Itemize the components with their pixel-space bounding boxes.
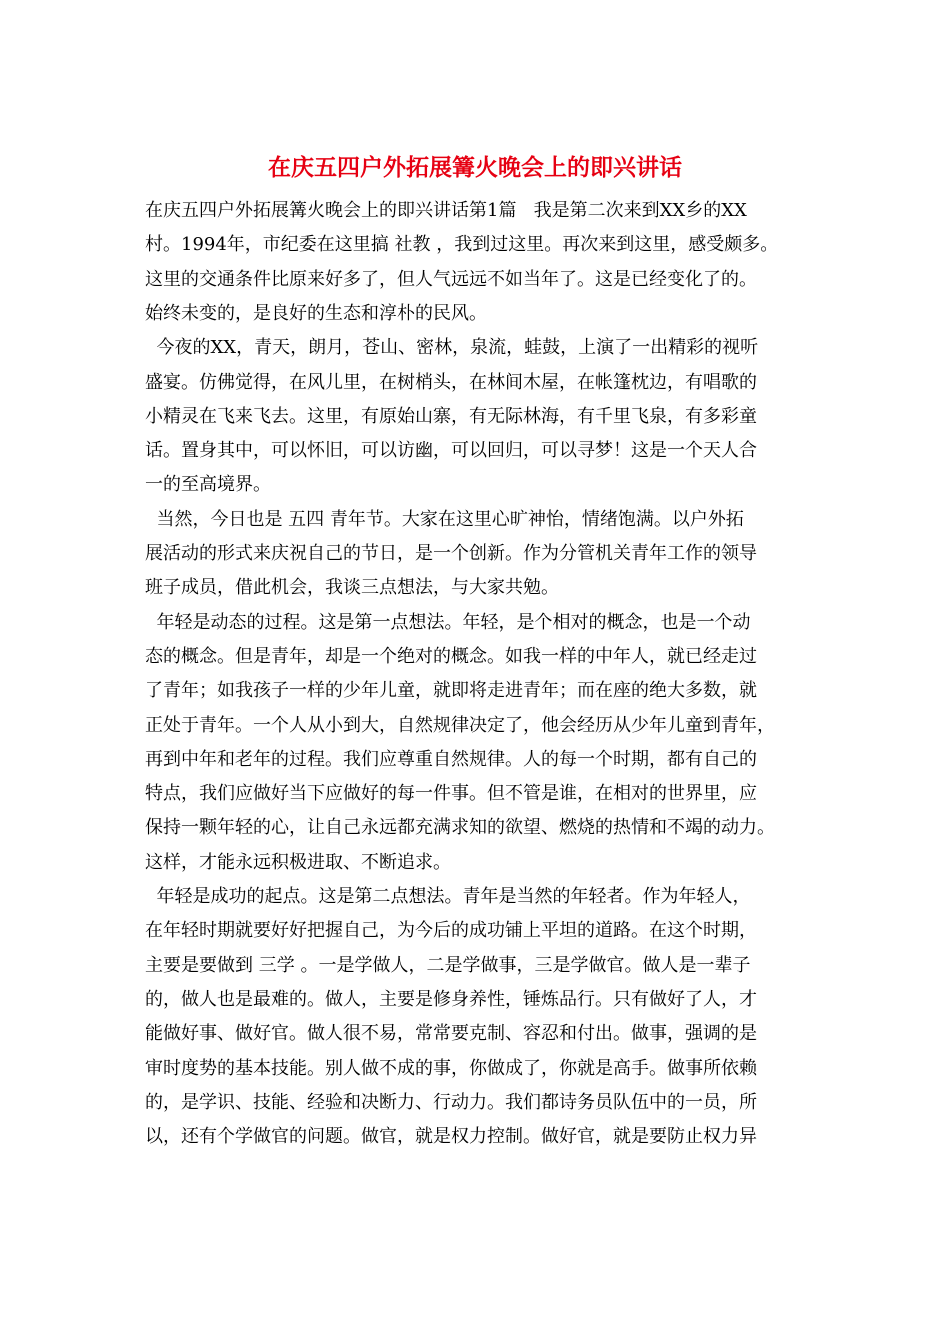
body-text-line: 态的概念。但是青年，却是一个绝对的概念。如我一样的中年人，就已经走过	[145, 645, 757, 667]
body-text-line: 在庆五四户外拓展篝火晚会上的即兴讲话第1篇 我是第二次来到XX乡的XX	[145, 200, 747, 221]
body-text-line: 特点，我们应做好当下应做好的每一件事。但不管是谁，在相对的世界里，应	[145, 783, 757, 805]
body-text-line: 审时度势的基本技能。别人做不成的事，你做成了，你就是高手。做事所依赖	[145, 1057, 757, 1079]
body-text-line: 的，是学识、技能、经验和决断力、行动力。我们都诗务员队伍中的一员，所	[145, 1091, 757, 1113]
body-text-line: 话。置身其中，可以怀旧，可以访幽，可以回归，可以寻梦！这是一个天人合	[145, 440, 757, 462]
body-text-line: 这样，才能永远积极进取、不断追求。	[145, 851, 451, 873]
body-text-line: 盛宴。仿佛觉得，在风儿里，在树梢头，在林间木屋，在帐篷枕边，有唱歌的	[145, 371, 757, 393]
body-text-line: 今夜的XX，青天，朗月，苍山、密林，泉流，蛙鼓，上演了一出精彩的视听	[145, 337, 759, 359]
body-text-line: 始终未变的，是良好的生态和淳朴的民风。	[145, 302, 487, 324]
body-text-line: 再到中年和老年的过程。我们应尊重自然规律。人的每一个时期，都有自己的	[145, 748, 757, 770]
body-text-line: 了青年；如我孩子一样的少年儿童，就即将走进青年；而在座的绝大多数，就	[145, 680, 757, 702]
body-text-line: 在年轻时期就要好好把握自己，为今后的成功铺上平坦的道路。在这个时期，	[145, 920, 757, 942]
body-text-line: 当然，今日也是 五四 青年节。大家在这里心旷神怡，情绪饱满。以户外拓	[145, 508, 744, 530]
body-text-line: 这里的交通条件比原来好多了，但人气远远不如当年了。这是已经变化了的。	[145, 268, 757, 290]
body-text-line: 的，做人也是最难的。做人，主要是修身养性，锤炼品行。只有做好了人，才	[145, 988, 757, 1010]
body-text-line: 主要是要做到 三学 。一是学做人，二是学做事，三是学做官。做人是一辈子	[145, 954, 751, 976]
body-text-line: 保持一颗年轻的心，让自己永远都充满求知的欲望、燃烧的热情和不竭的动力。	[145, 817, 775, 839]
body-text-line: 小精灵在飞来飞去。这里，有原始山寨，有无际林海，有千里飞泉，有多彩童	[145, 405, 757, 427]
body-text-line: 能做好事、做好官。做人很不易，常常要克制、容忍和付出。做事，强调的是	[145, 1023, 757, 1045]
body-text-line: 一的至高境界。	[145, 474, 271, 496]
document-title: 在庆五四户外拓展篝火晚会上的即兴讲话	[268, 154, 682, 181]
body-text-line: 以，还有个学做官的问题。做官，就是权力控制。做好官，就是要防止权力异	[145, 1126, 757, 1148]
body-text-line: 正处于青年。一个人从小到大，自然规律决定了，他会经历从少年儿童到青年，	[145, 714, 775, 736]
body-text-line: 班子成员，借此机会，我谈三点想法，与大家共勉。	[145, 577, 559, 599]
body-text-line: 年轻是成功的起点。这是第二点想法。青年是当然的年轻者。作为年轻人，	[145, 886, 751, 907]
body-text-line: 村。1994年，市纪委在这里搞 社教 ，我到过这里。再次来到这里，感受颇多。	[145, 234, 779, 256]
body-text-line: 展活动的形式来庆祝自己的节日，是一个创新。作为分管机关青年工作的领导	[145, 543, 757, 564]
body-text-line: 年轻是动态的过程。这是第一点想法。年轻，是个相对的概念，也是一个动	[145, 611, 751, 633]
